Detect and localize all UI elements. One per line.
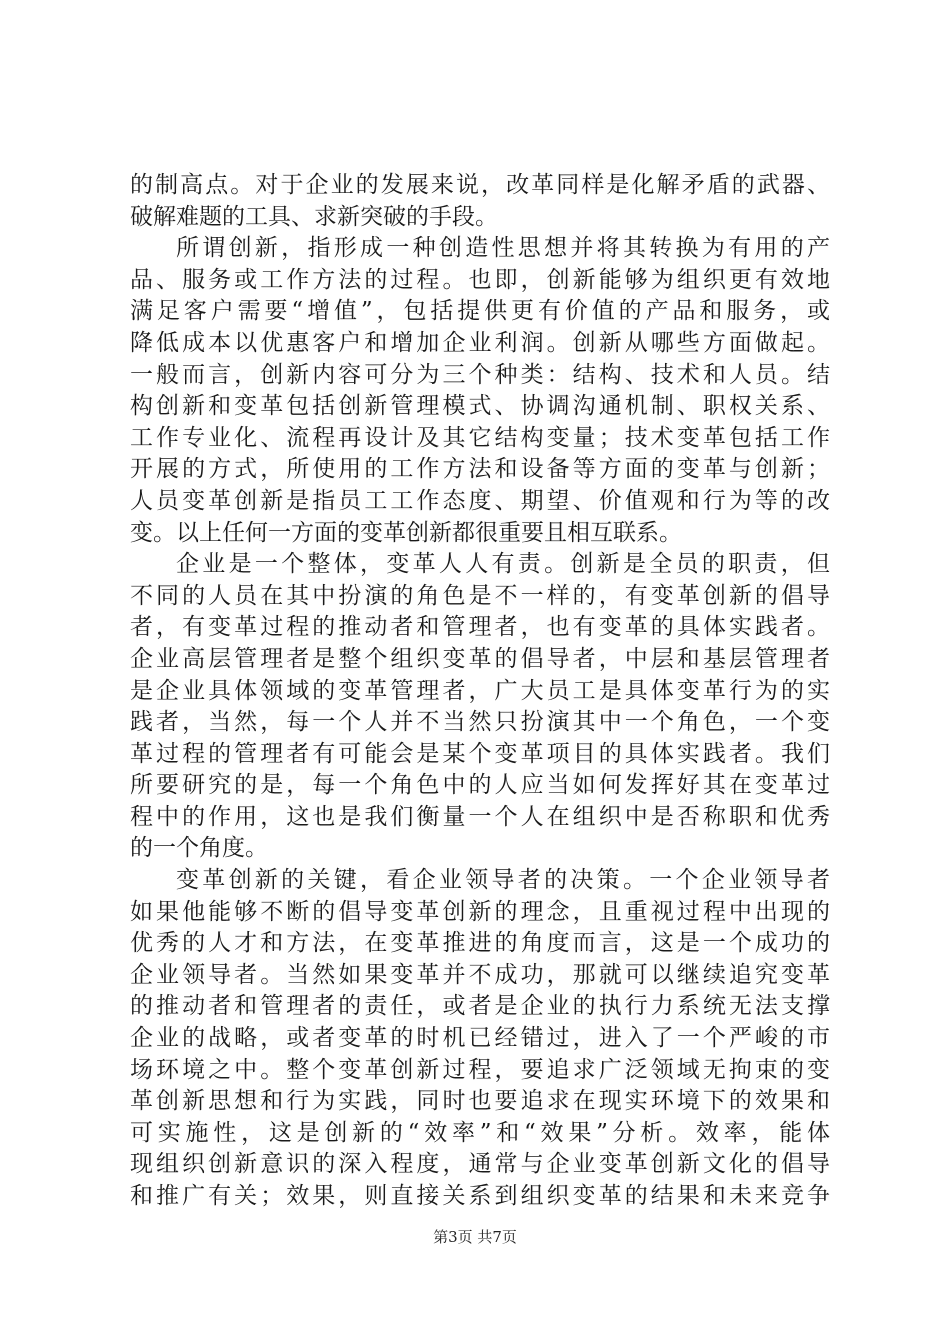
- text-line: 场环境之中。整个变革创新过程，要追求广泛领域无拘束的变: [130, 1056, 830, 1083]
- paragraph: [130, 865, 830, 1213]
- paragraph: [130, 170, 830, 233]
- text-line: 变。以上任何一方面的变革创新都很重要且相互联系。: [130, 519, 682, 546]
- text-line: 的推动者和管理者的责任，或者是企业的执行力系统无法支撑: [130, 993, 830, 1020]
- text-line: 变革创新的关键，看企业领导者的决策。一个企业领导者: [176, 867, 830, 894]
- document-body: [130, 170, 830, 1213]
- text-line: 构创新和变革包括创新管理模式、协调沟通机制、职权关系、: [130, 393, 830, 420]
- text-line: 如果他能够不断的倡导变革创新的理念，且重视过程中出现的: [130, 898, 830, 925]
- paragraph: [130, 233, 830, 549]
- text-line: 程中的作用，这也是我们衡量一个人在组织中是否称职和优秀: [130, 803, 830, 830]
- text-line: 者，有变革过程的推动者和管理者，也有变革的具体实践者。: [130, 614, 830, 641]
- text-line: 所要研究的是，每一个角色中的人应当如何发挥好其在变革过: [130, 772, 830, 799]
- text-line: 企业高层管理者是整个组织变革的倡导者，中层和基层管理者: [130, 645, 830, 672]
- text-line: 企业是一个整体，变革人人有责。创新是全员的职责，但: [176, 551, 830, 578]
- text-line: 革创新思想和行为实践，同时也要追求在现实环境下的效果和: [130, 1088, 830, 1115]
- text-line: 企业领导者。当然如果变革并不成功，那就可以继续追究变革: [130, 961, 830, 988]
- text-line: 可实施性，这是创新的“效率”和“效果”分析。效率，能体: [130, 1119, 830, 1146]
- text-line: 品、服务或工作方法的过程。也即，创新能够为组织更有效地: [130, 266, 830, 293]
- text-line: 和推广有关；效果，则直接关系到组织变革的结果和未来竞争: [130, 1183, 830, 1209]
- text-line: 优秀的人才和方法，在变革推进的角度而言，这是一个成功的: [130, 930, 830, 957]
- text-line: 人员变革创新是指员工工作态度、期望、价值观和行为等的改: [130, 487, 830, 514]
- text-line: 的一个角度。: [130, 835, 268, 862]
- text-line: 不同的人员在其中扮演的角色是不一样的，有变革创新的倡导: [130, 582, 830, 609]
- text-line: 开展的方式，所使用的工作方法和设备等方面的变革与创新；: [130, 456, 830, 483]
- page-footer: 第3页 共7页: [433, 1228, 517, 1246]
- text-line: 降低成本以优惠客户和增加企业利润。创新从哪些方面做起。: [130, 329, 830, 356]
- text-line: 破解难题的工具、求新突破的手段。: [130, 203, 498, 230]
- text-line: 企业的战略，或者变革的时机已经错过，进入了一个严峻的市: [130, 1025, 830, 1052]
- text-line: 践者，当然，每一个人并不当然只扮演其中一个角色，一个变: [130, 709, 830, 736]
- text-line: 工作专业化、流程再设计及其它结构变量；技术变革包括工作: [130, 424, 830, 451]
- text-line: 革过程的管理者有可能会是某个变革项目的具体实践者。我们: [130, 740, 830, 767]
- paragraph: [130, 549, 830, 865]
- text-line: 的制高点。对于企业的发展来说，改革同样是化解矛盾的武器、: [130, 172, 830, 198]
- text-line: 一般而言，创新内容可分为三个种类：结构、技术和人员。结: [130, 361, 830, 388]
- text-line: 是企业具体领域的变革管理者，广大员工是具体变革行为的实: [130, 677, 830, 704]
- text-line: 满足客户需要“增值”，包括提供更有价值的产品和服务，或: [130, 298, 830, 325]
- text-line: 所谓创新，指形成一种创造性思想并将其转换为有用的产: [176, 235, 830, 262]
- text-line: 现组织创新意识的深入程度，通常与企业变革创新文化的倡导: [130, 1151, 830, 1178]
